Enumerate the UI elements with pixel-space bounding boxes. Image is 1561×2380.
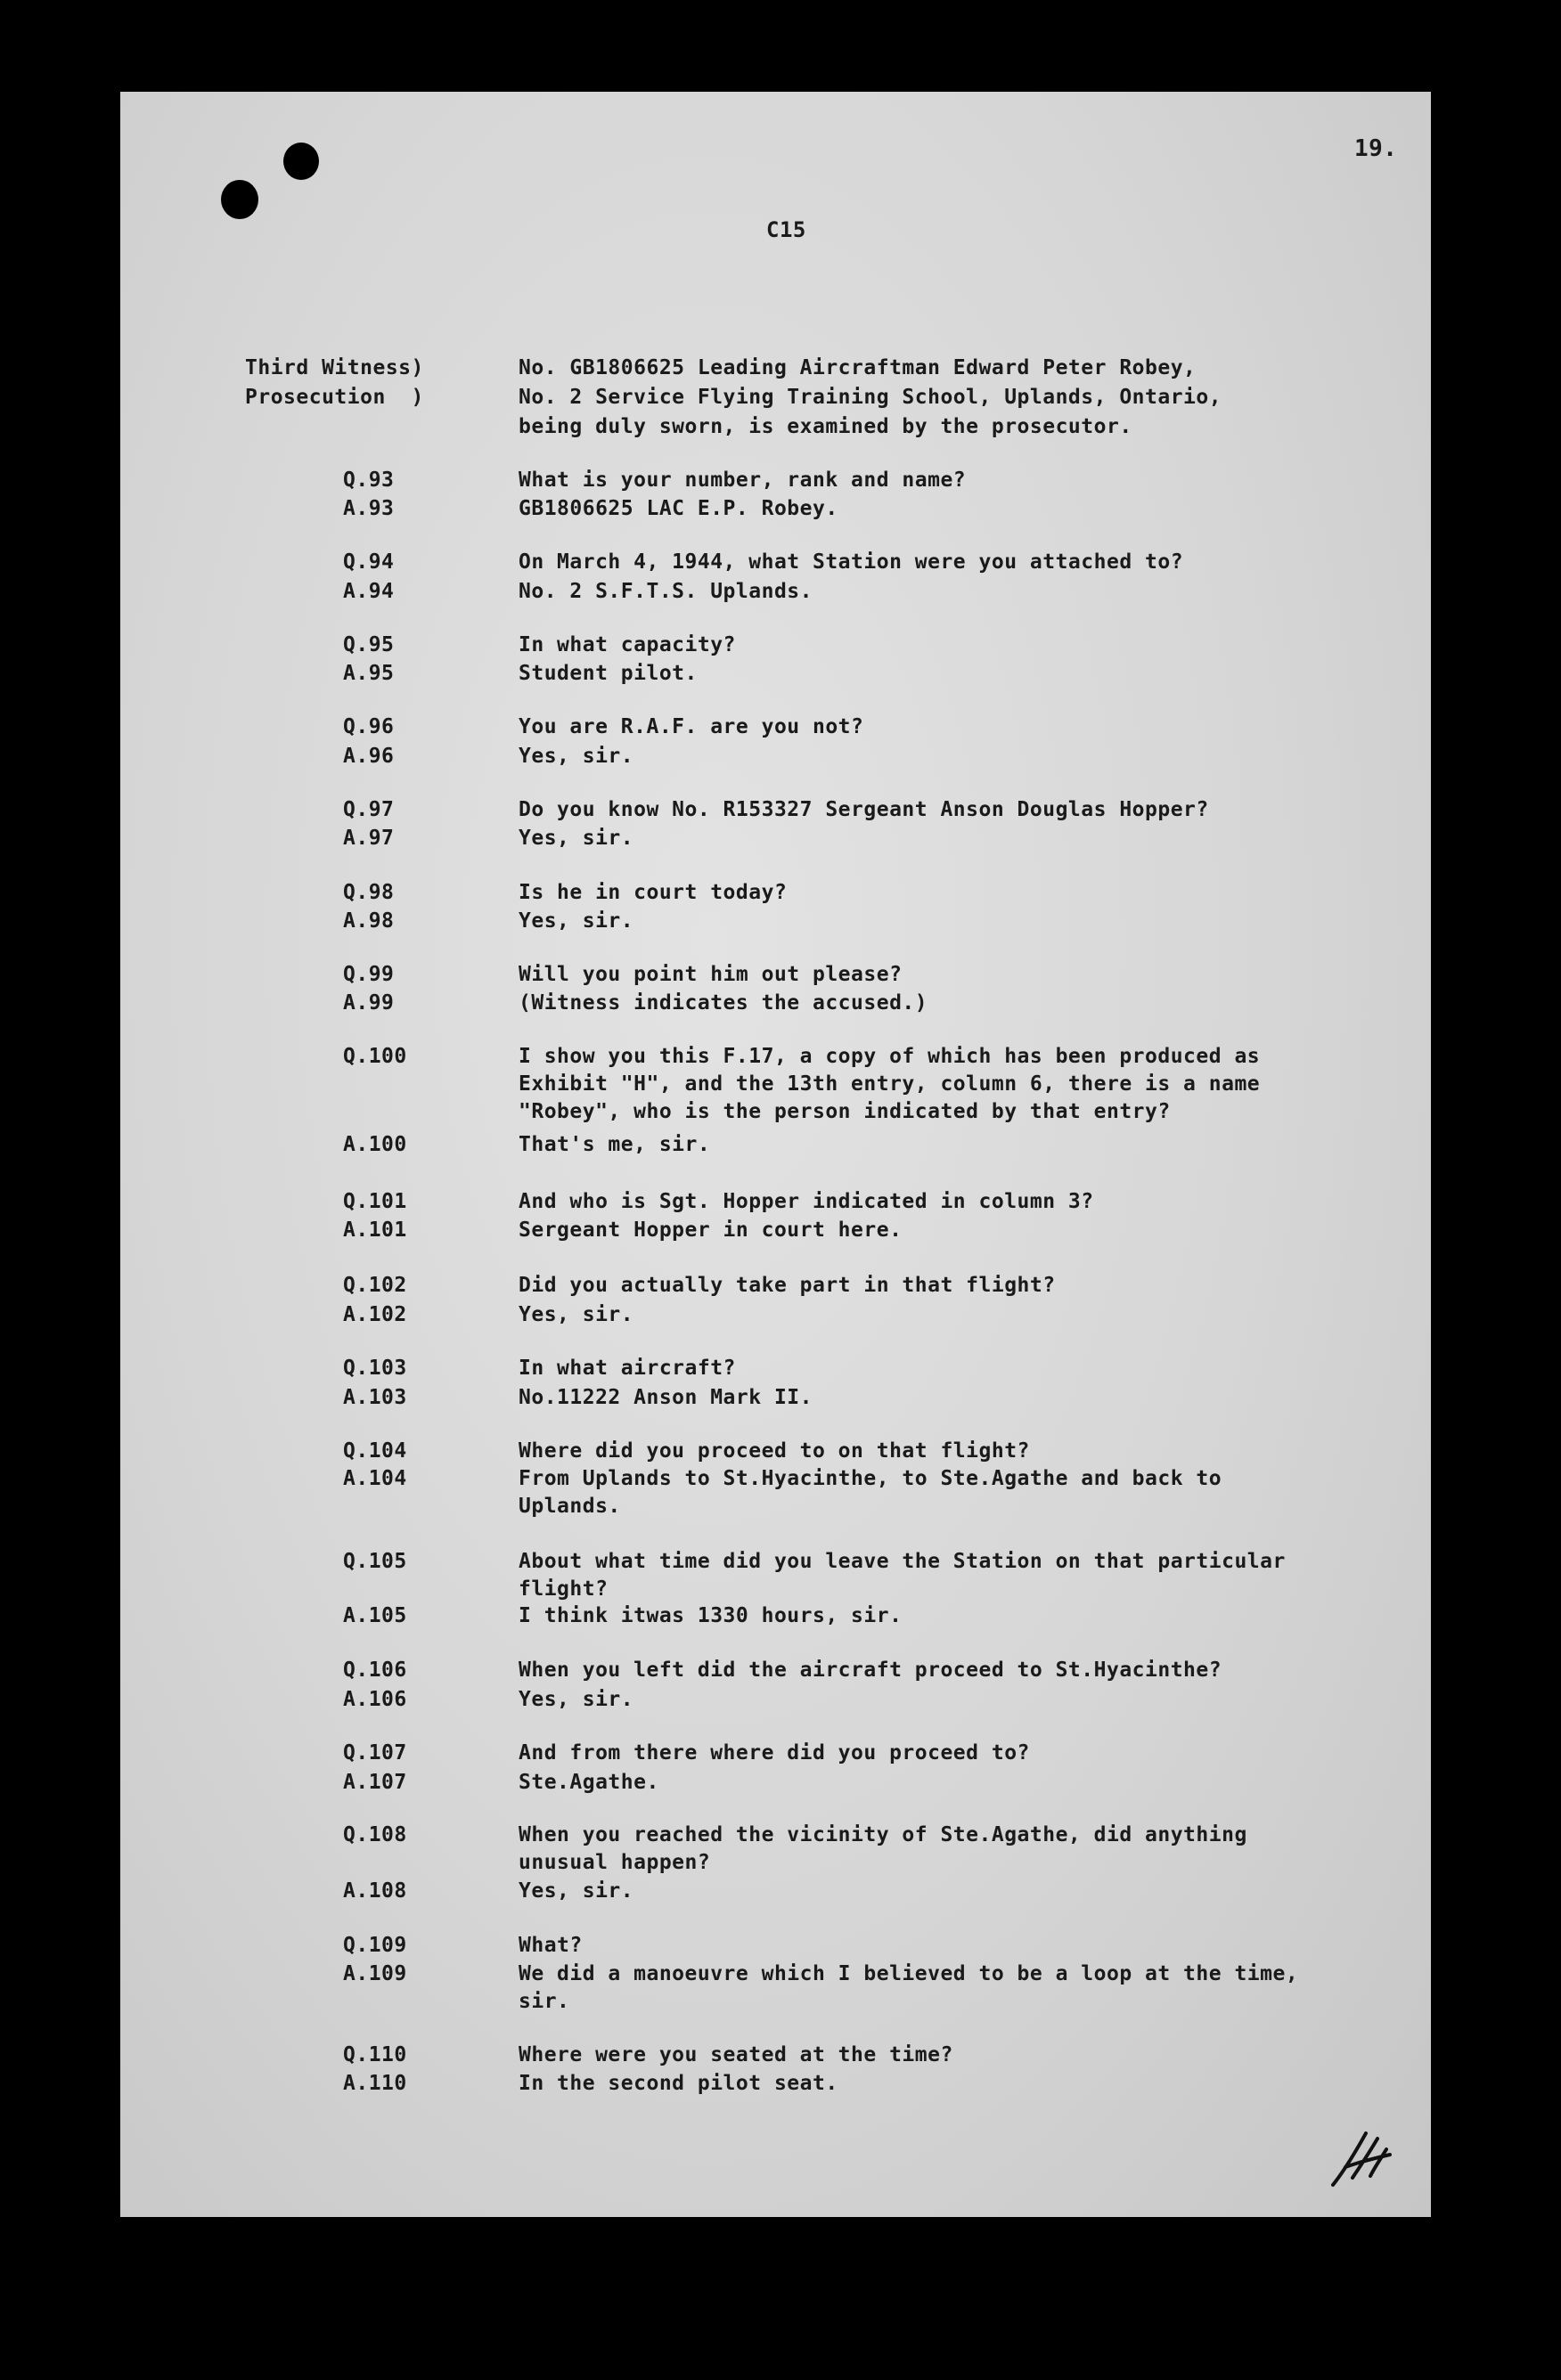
question-number: Q.99 (343, 963, 395, 986)
question-text: Where were you seated at the time? (519, 2043, 953, 2066)
question-number: Q.103 (343, 1357, 407, 1380)
question-number: Q.102 (343, 1274, 407, 1297)
answer-text: No. 2 S.F.T.S. Uplands. (519, 580, 813, 603)
question-text: Do you know No. R153327 Sergeant Anson Douglas Hopper? (519, 798, 1209, 821)
question-text: Will you point him out please? (519, 963, 903, 986)
question-number: Q.98 (343, 881, 395, 904)
question-text: Is he in court today? (519, 881, 788, 904)
question-number: Q.106 (343, 1659, 407, 1682)
intro-line: being duly sworn, is examined by the prosecutor. (519, 415, 1132, 438)
question-text: You are R.A.F. are you not? (519, 715, 864, 738)
question-text: What is your number, rank and name? (519, 469, 967, 492)
witness-label: Third Witness) (245, 356, 424, 379)
question-text: When you left did the aircraft proceed to St.Hyacinthe? (519, 1659, 1222, 1682)
document-page (120, 92, 1431, 2217)
answer-text: That's me, sir. (519, 1133, 711, 1156)
question-number: Q.110 (343, 2043, 407, 2066)
answer-number: A.108 (343, 1879, 407, 1903)
answer-text: Yes, sir. (519, 1688, 634, 1711)
answer-number: A.109 (343, 1962, 407, 1985)
question-number: Q.109 (343, 1934, 407, 1957)
answer-number: A.93 (343, 497, 395, 520)
question-number: Q.94 (343, 550, 395, 574)
answer-number: A.99 (343, 991, 395, 1015)
document-code: C15 (766, 217, 806, 242)
question-text: About what time did you leave the Station on that particular (519, 1550, 1286, 1573)
answer-number: A.95 (343, 662, 395, 685)
question-number: Q.104 (343, 1439, 407, 1463)
answer-number: A.110 (343, 2072, 407, 2095)
question-text: When you reached the vicinity of Ste.Agathe, did anything (519, 1823, 1247, 1846)
question-number: Q.93 (343, 469, 395, 492)
question-number: Q.97 (343, 798, 395, 821)
answer-text: Yes, sir. (519, 827, 634, 850)
question-text: On March 4, 1944, what Station were you attached to? (519, 550, 1184, 574)
answer-number: A.102 (343, 1303, 407, 1326)
answer-number: A.97 (343, 827, 395, 850)
answer-text: No.11222 Anson Mark II. (519, 1386, 813, 1409)
answer-text: Yes, sir. (519, 1303, 634, 1326)
answer-text: Yes, sir. (519, 745, 634, 768)
intro-line: No. GB1806625 Leading Aircraftman Edward Peter Robey, (519, 356, 1197, 379)
question-number: Q.105 (343, 1550, 407, 1573)
answer-number: A.106 (343, 1688, 407, 1711)
answer-text: Sergeant Hopper in court here. (519, 1219, 903, 1242)
question-text: flight? (519, 1577, 609, 1601)
question-text: In what capacity? (519, 633, 736, 656)
answer-text: Ste.Agathe. (519, 1771, 659, 1794)
answer-text: I think itwas 1330 hours, sir. (519, 1604, 903, 1627)
question-text: unusual happen? (519, 1851, 711, 1874)
punch-hole (221, 180, 258, 219)
question-number: Q.101 (343, 1190, 407, 1213)
question-number: Q.96 (343, 715, 395, 738)
question-text: What? (519, 1934, 583, 1957)
punch-hole (283, 143, 319, 180)
question-text: "Robey", who is the person indicated by that entry? (519, 1100, 1171, 1123)
answer-text: Yes, sir. (519, 1879, 634, 1903)
answer-number: A.103 (343, 1386, 407, 1409)
answer-number: A.104 (343, 1467, 407, 1490)
prosecution-label: Prosecution ) (245, 386, 424, 409)
answer-text: Uplands. (519, 1495, 621, 1518)
initials-signature (1326, 2123, 1397, 2194)
question-text: Where did you proceed to on that flight? (519, 1439, 1030, 1463)
answer-number: A.98 (343, 909, 395, 933)
answer-text: Yes, sir. (519, 909, 634, 933)
answer-text: From Uplands to St.Hyacinthe, to Ste.Agathe and back to (519, 1467, 1222, 1490)
question-text: And from there where did you proceed to? (519, 1741, 1030, 1765)
question-number: Q.95 (343, 633, 395, 656)
question-text: And who is Sgt. Hopper indicated in column 3? (519, 1190, 1094, 1213)
question-number: Q.108 (343, 1823, 407, 1846)
answer-number: A.101 (343, 1219, 407, 1242)
answer-text: In the second pilot seat. (519, 2072, 838, 2095)
page-number: 19. (1354, 135, 1398, 162)
answer-number: A.107 (343, 1771, 407, 1794)
answer-text: sir. (519, 1990, 570, 2013)
answer-number: A.96 (343, 745, 395, 768)
answer-number: A.94 (343, 580, 395, 603)
question-number: Q.100 (343, 1045, 407, 1068)
intro-line: No. 2 Service Flying Training School, Uplands, Ontario, (519, 386, 1222, 409)
question-number: Q.107 (343, 1741, 407, 1765)
question-text: I show you this F.17, a copy of which has been produced as (519, 1045, 1261, 1068)
answer-text: We did a manoeuvre which I believed to be a loop at the time, (519, 1962, 1299, 1985)
answer-text: GB1806625 LAC E.P. Robey. (519, 497, 838, 520)
question-text: Did you actually take part in that flight? (519, 1274, 1056, 1297)
answer-text: Student pilot. (519, 662, 698, 685)
answer-text: (Witness indicates the accused.) (519, 991, 928, 1015)
question-text: Exhibit "H", and the 13th entry, column 6, there is a name (519, 1072, 1261, 1096)
answer-number: A.105 (343, 1604, 407, 1627)
question-text: In what aircraft? (519, 1357, 736, 1380)
answer-number: A.100 (343, 1133, 407, 1156)
